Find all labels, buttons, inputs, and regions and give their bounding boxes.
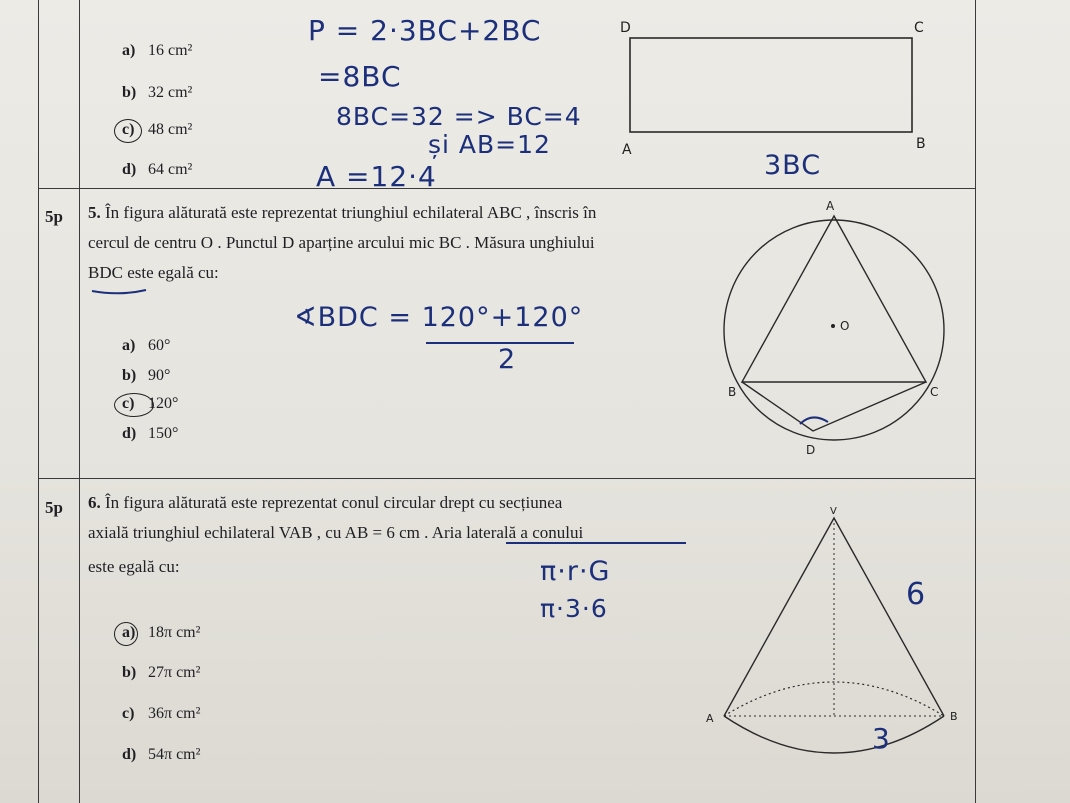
label-B: B xyxy=(950,710,958,723)
q5-handwriting-angle: ∢BDC = 120°+120° xyxy=(294,302,584,333)
q4-handwriting-bc: 8BC=32 => BC=4 xyxy=(336,102,582,131)
q6-option-d[interactable]: d) 54π cm² xyxy=(122,746,201,763)
q4-option-a[interactable]: a) 16 cm² xyxy=(122,42,193,59)
center-o-point xyxy=(831,324,835,328)
rectangle-abcd xyxy=(630,38,912,132)
q5-underline-mark xyxy=(90,285,150,297)
q6-option-b[interactable]: b) 27π cm² xyxy=(122,664,201,681)
row-divider-2 xyxy=(38,478,976,479)
rectangle-figure xyxy=(600,10,960,160)
label-C: C xyxy=(914,20,924,36)
q6-option-c[interactable]: c) 36π cm² xyxy=(122,705,201,722)
score-column-divider xyxy=(79,0,80,803)
q5-statement xyxy=(88,198,708,288)
q4-handwriting-perimeter: P = 2·3BC+2BC xyxy=(308,14,542,47)
q5-line-2: cercul de centru O . Punctul D aparține arcului mic BC . Măsura unghiului xyxy=(88,233,595,252)
inscribed-triangle-figure xyxy=(720,190,970,470)
q5-option-d[interactable]: d) 150° xyxy=(122,425,179,442)
cone-base-front xyxy=(724,716,944,753)
circumscribed-circle xyxy=(724,220,944,440)
q6-score: 5p xyxy=(45,498,63,517)
q5-line-3: BDC este egală cu: xyxy=(88,263,219,282)
q6-handwriting-radius: 3 xyxy=(872,722,890,755)
right-border xyxy=(975,0,976,803)
q6-line-2: axială triunghiul echilateral VAB , cu AB = 6 cm . Aria laterală a conului xyxy=(88,523,584,542)
q6-option-a[interactable]: a) 18π cm² xyxy=(122,624,201,641)
q5-line-1: În figura alăturată este reprezentat triunghiul echilateral ABC , înscris în xyxy=(105,203,597,222)
label-D: D xyxy=(620,20,631,36)
q6-handwriting-slant: 6 xyxy=(906,577,926,612)
label-D: D xyxy=(806,443,816,457)
label-O: O xyxy=(840,319,850,333)
label-B: B xyxy=(916,136,926,152)
q4-option-b[interactable]: b) 32 cm² xyxy=(122,84,193,101)
q6-statement xyxy=(88,488,708,582)
q4-option-d[interactable]: d) 64 cm² xyxy=(122,161,193,178)
q4-handwriting-3bc: 3BC xyxy=(764,150,822,181)
label-B: B xyxy=(728,385,737,399)
q6-line-1: În figura alăturată este reprezentat conul circular drept cu secțiunea xyxy=(105,493,563,512)
q6-line-3: este egală cu: xyxy=(88,557,180,576)
label-A: A xyxy=(826,199,835,213)
q5-option-c[interactable]: c) 120° xyxy=(122,395,179,412)
q6-handwriting-substitution: π·3·6 xyxy=(540,594,608,623)
cone-figure xyxy=(700,500,970,800)
label-A: A xyxy=(706,712,714,725)
q5-handwriting-denominator: 2 xyxy=(498,344,517,375)
q4-handwriting-ab: și AB=12 xyxy=(428,130,551,159)
q4-handwriting-area: A =12·4 xyxy=(316,160,437,193)
label-A: A xyxy=(622,142,632,158)
q6-number: 6. xyxy=(88,493,101,512)
q4-option-c[interactable]: c) 48 cm² xyxy=(122,121,193,138)
q4-handwriting-8bc: =8BC xyxy=(318,60,402,93)
label-C: C xyxy=(930,385,939,399)
cone-sides xyxy=(724,518,944,716)
q5-number: 5. xyxy=(88,203,101,222)
q5-option-a[interactable]: a) 60° xyxy=(122,337,171,354)
segments-bd-dc xyxy=(742,382,926,431)
row-divider-1 xyxy=(38,188,976,189)
label-V: V xyxy=(830,506,837,517)
angle-bdc-mark xyxy=(800,417,828,424)
q6-underline-mark xyxy=(506,542,686,544)
left-border xyxy=(38,0,39,803)
q5-score: 5p xyxy=(45,207,63,226)
q6-handwriting-formula: π·r·G xyxy=(540,556,611,587)
q5-option-b[interactable]: b) 90° xyxy=(122,367,171,384)
